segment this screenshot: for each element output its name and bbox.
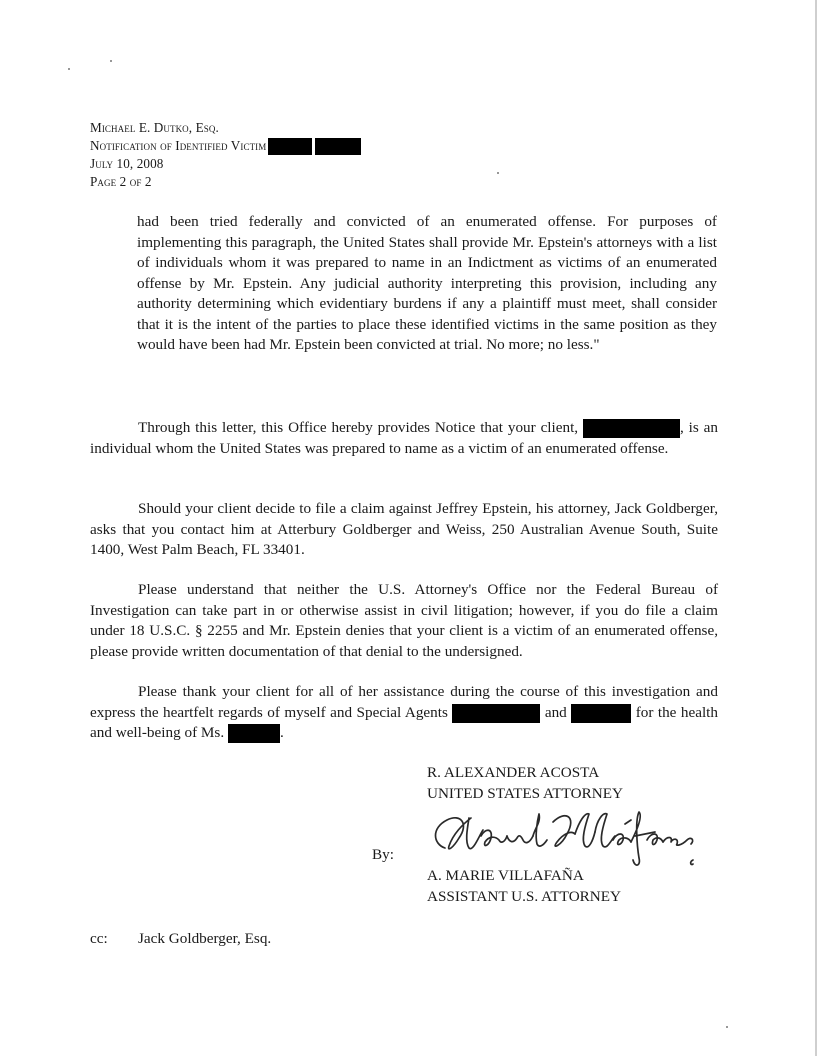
letter-header [90, 119, 361, 190]
attorney-name: R. ALEXANDER ACOSTA [427, 764, 600, 781]
signer-title: ASSISTANT U.S. ATTORNEY [427, 887, 622, 905]
thanks-paragraph [90, 682, 718, 744]
notice-text-after: , is an individual whom the United States was prepared to name as a victim of an enumerated offense. [90, 419, 718, 457]
redaction-client-name [583, 419, 680, 438]
scan-speck [497, 172, 499, 174]
thanks-text-and: and [540, 703, 572, 721]
signer-name: A. MARIE VILLAFAÑA [427, 867, 584, 884]
redaction-block [268, 138, 312, 155]
scan-speck [68, 68, 70, 70]
redaction-block [315, 138, 361, 155]
cc-line [90, 930, 271, 948]
notice-text-before: Through this letter, this Office hereby provides Notice that your client, [138, 419, 583, 436]
header-subject-text: Notification of Identified Victim [90, 137, 267, 153]
thanks-text-end: . [279, 724, 284, 741]
redaction-agent-name [452, 704, 540, 723]
thanks-text-for: for the health and well-being of Ms. [90, 703, 718, 741]
by-label: By: [372, 846, 394, 863]
attorney-title: UNITED STATES ATTORNEY [427, 784, 623, 802]
header-page-number: Page 2 of 2 [90, 173, 152, 189]
header-subject [90, 137, 361, 155]
scan-speck [726, 1026, 728, 1028]
cc-label: cc: [90, 930, 108, 947]
quoted-agreement-paragraph: had been tried federally and convicted of an enumerated offense. For purposes of implementing this paragraph, the United States shall provide Mr. Epstein's attorneys with a list of individuals whom it was prepared to name in an Indictment as victims of an enumerated offense by Mr. Epstein. Any judicial authority interpreting this provision, including any authority determining which evidentiary burdens if any a plaintiff must meet, shall consider that it is the intent of the parties to place these identified victims in the same position as they would have been had Mr. Epstein been convicted at trial. No more; no less." [137, 213, 717, 353]
signer-block [427, 866, 621, 907]
attorney-contact-paragraph: Should your client decide to file a claim against Jeffrey Epstein, his attorney, Jack Goldberger, asks that you contact him at Atterbury Goldberger and Weiss, 250 Australian Avenue South, Suite 1400, West Palm Beach, FL 33401. [90, 500, 718, 558]
scan-speck [110, 60, 112, 62]
civil-litigation-paragraph: Please understand that neither the U.S. Attorney's Office nor the Federal Bureau of Investigation can take part in or otherwise assist in civil litigation; however, if you do file a claim under 18 U.S.C. § 2255 and Mr. Epstein denies that your client is a victim of an enumerated offense, please provide written documentation of that denial to the undersigned. [90, 581, 718, 660]
thanks-text-part1: Please thank your client for all of her assistance during the course of this investigation and express the heartfelt regards of myself and Special Agents [90, 683, 718, 721]
header-date: July 10, 2008 [90, 156, 164, 172]
redaction-victim-name [228, 724, 280, 743]
cc-recipient: Jack Goldberger, Esq. [138, 930, 272, 947]
redaction-agent-name [571, 704, 631, 723]
signature-block [427, 763, 623, 804]
header-recipient: Michael E. Dutko, Esq. [90, 120, 219, 135]
notice-paragraph [90, 418, 718, 459]
